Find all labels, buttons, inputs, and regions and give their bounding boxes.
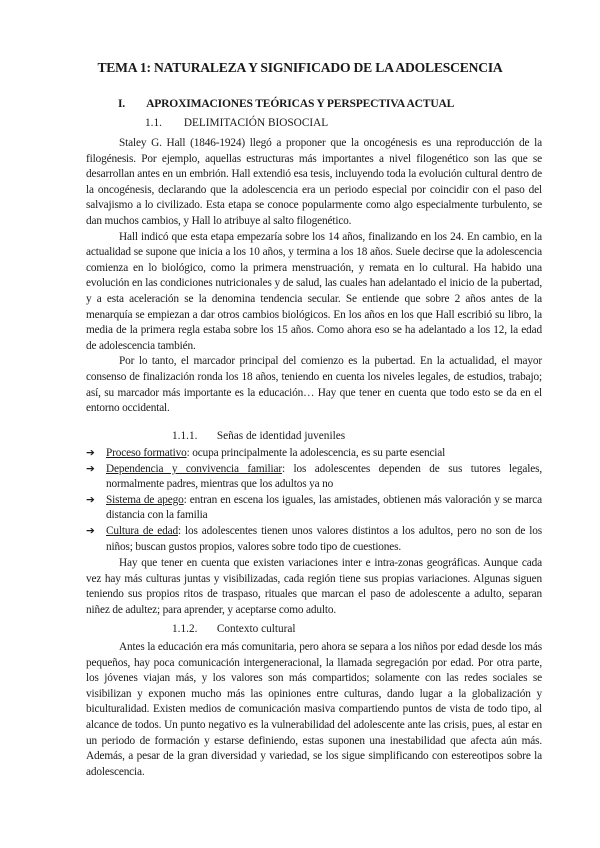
- list-item: [86, 493, 542, 524]
- subsection-title: Contexto cultural: [216, 623, 296, 635]
- list-item-text: : entran en escena los iguales, las amistades, obtienen más valoración y se marca distancia con la familia: [106, 493, 543, 522]
- list-item-term: Dependencia y convivencia familiar: [106, 462, 282, 475]
- list-item-text: : los adolescentes tienen unos valores distintos a los adultos, pero no son de los niños; buscan gustos propios, valores sobre todo tipo de cuestiones.: [106, 524, 542, 553]
- subsection-number: 1.1.1.: [172, 430, 198, 442]
- subsection-title: Señas de identidad juveniles: [216, 430, 346, 442]
- arrow-bullet-icon: ➔: [86, 462, 95, 475]
- subsection-heading-1-1-1: [172, 430, 345, 442]
- identity-list: [86, 446, 542, 555]
- list-item-term: Cultura de edad: [106, 524, 178, 537]
- paragraph: Hall indicó que esta etapa empezaría sobre los 14 años, finalizando en los 24. En cambio, en la actualidad se supone que inicia a los 10 años, y termina a los 18 años. Suele decirse que la adolescencia comienza en lo biológico, como la primera menstruación, y remata en lo cultural. Ha habido una evolución en las condiciones nutricionales y de salud, las cuales han adelantado el inicio de la pubertad, y a esta aceleración se la denomina tendencia secular. Se entiende que sobre 2 años antes de la menarquía se empiezan a dar otros cambios biológicos. En los años en los que Hall escribió su libro, la media de la primera regla estaba sobre los 15 años. Como ahora eso se ha adelantado a los 12, la edad de adolescencia también.: [86, 230, 542, 352]
- paragraph: Por lo tanto, el marcador principal del comienzo es la pubertad. En la actualidad, el mayor consenso de finalización ronda los 18 años, teniendo en cuenta los niveles legales, de estudios, trabajo; así, su marcador más importante es la educación… Hay que tener en cuenta que todo esto se da en el entorno occidental.: [86, 355, 542, 415]
- subsection-heading-1-1-2: [172, 623, 296, 635]
- list-item-text: : ocupa principalmente la adolescencia, es su parte esencial: [186, 447, 446, 459]
- arrow-bullet-icon: ➔: [86, 524, 95, 537]
- list-item-term: Proceso formativo: [106, 447, 187, 459]
- paragraph: Staley G. Hall (1846-1924) llegó a proponer que la oncogénesis es una reproducción de la filogénesis. Por ejemplo, aquellas estructuras más importantes a nivel filogenético son las que se desarrollan antes en un embrión. Hall extendió esa tesis, incluyendo toda la evolución cultural dentro de la oncogénesis, declarando que la adolescencia era un periodo especial por coincidir con el paso del salvajismo a lo civilizado. Esta etapa se conoce popularmente como algo especialmente turbulento, se dan muchos cambios, y Hall lo atribuye al salto filogenético.: [86, 137, 542, 227]
- subsection-title: DELIMITACIÓN BIOSOCIAL: [183, 117, 329, 129]
- arrow-bullet-icon: ➔: [86, 447, 95, 459]
- subsection-heading-1-1: [145, 117, 328, 129]
- paragraph: Antes la educación era más comunitaria, pero ahora se separa a los niños por edad desde los más pequeños, hay poca comunicación intergeneracional, la llamada segregación por edad. Por otra parte, los jóvenes viajan más, y los valores son más compartidos; solamente con las redes sociales se visibilizan y exponen mucho más las opiniones entre culturas, dando lugar a la globalización y biculturalidad. Existen medios de comunicación masiva compartiendo puntos de vista de todo tipo, al alcance de todos. Un punto negativo es la vulnerabilidad del adolescente ante las crisis, pues, al estar en un periodo de formación y estarse definiendo, estas suponen una inestabilidad que afecta aún más. Además, a pesar de la gran diversidad y variedad, se los sigue simplificando con estereotipos sobre la adolescencia.: [86, 641, 542, 778]
- body-text-block-a: [86, 136, 542, 417]
- arrow-bullet-icon: ➔: [86, 493, 95, 506]
- body-text-block-b: [86, 556, 542, 618]
- paragraph: Hay que tener en cuenta que existen variaciones inter e intra-zonas geográficas. Aunque cada vez hay más culturas juntas y visibilizadas, cada región tiene sus propias variaciones. Algunas siguen teniendo sus propios ritos de traspaso, rituales que marcan el paso de adolescente a adulto, separan niñez de adultez; para aprender, y aceptarse como adulto.: [86, 557, 542, 616]
- list-item-term: Sistema de apego: [106, 493, 184, 506]
- list-item-text: : los adolescentes dependen de sus tutores legales, normalmente padres, mientras que los adultos ya no: [106, 462, 542, 491]
- list-item: [86, 524, 542, 555]
- list-item: [86, 446, 542, 462]
- document-title: TEMA 1: NATURALEZA Y SIGNIFICADO DE LA ADOLESCENCIA: [97, 60, 503, 75]
- section-number: I.: [118, 97, 126, 110]
- subsection-number: 1.1.: [145, 117, 162, 129]
- section-heading: [118, 97, 454, 110]
- body-text-block-c: [86, 640, 542, 780]
- subsection-number: 1.1.2.: [172, 623, 198, 635]
- section-title: APROXIMACIONES TEÓRICAS Y PERSPECTIVA ACTUAL: [146, 97, 455, 110]
- list-item: [86, 462, 542, 493]
